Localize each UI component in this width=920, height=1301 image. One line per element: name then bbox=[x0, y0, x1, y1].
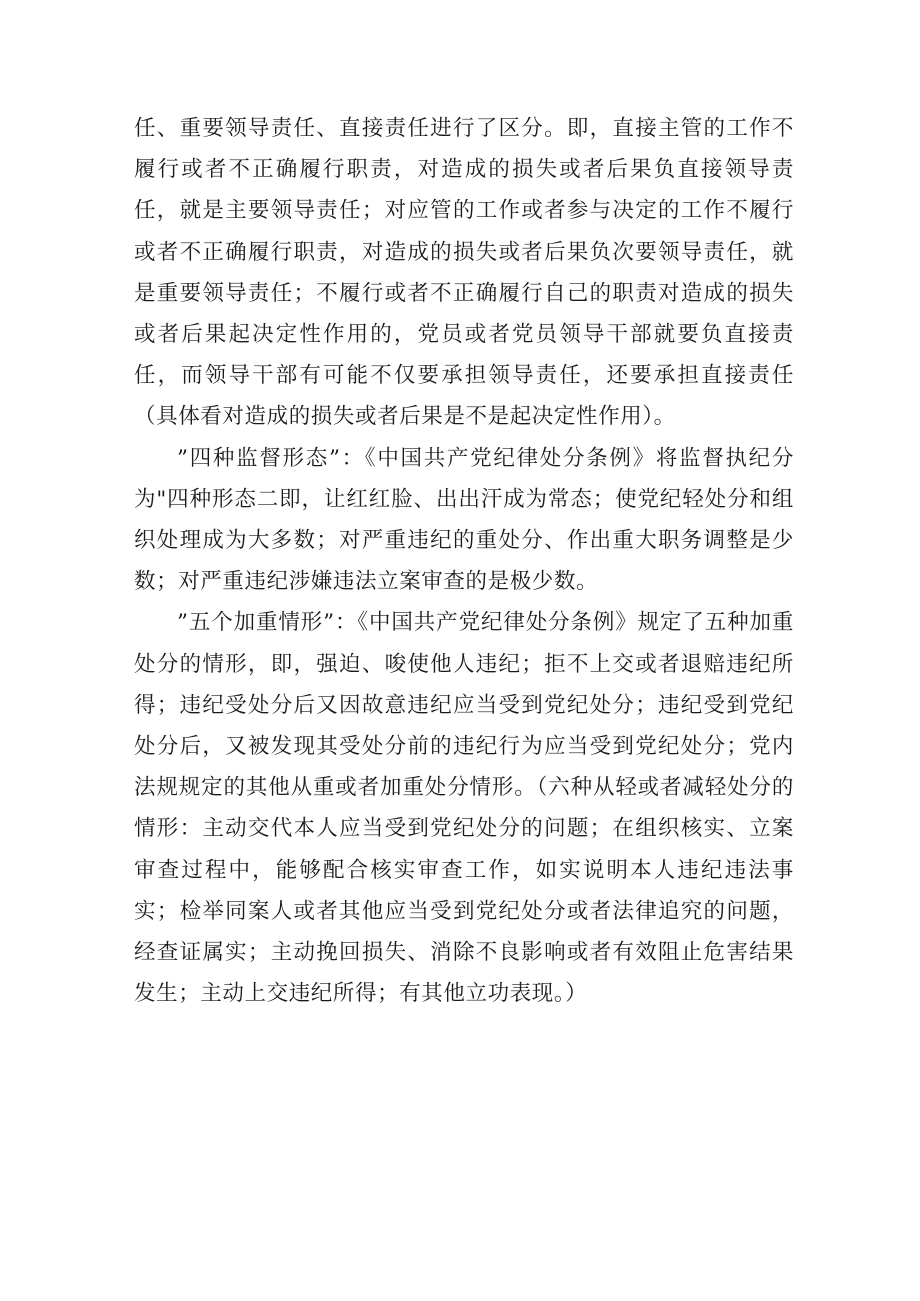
paragraph-responsibility-types: 任、重要领导责任、直接责任进行了区分。即，直接主管的工作不履行或者不正确履行职责，对造成的损失或者后果负直接领导责任，就是主要领导责任；对应管的工作或者参与决定的工作不履行或者不正确履行职责，对造成的损失或者后果负次要领导责任，就是重要领导责任；不履行或者不正确履行自己的职责对造成的损失或者后果起决定性作用的，党员或者党员领导干部就要负直接责任，而领导干部有可能不仅要承担领导责任，还要承担直接责任（具体看对造成的损失或者后果是不是起决定性作用）。 bbox=[134, 116, 794, 430]
document-body bbox=[134, 108, 794, 1014]
paragraph-four-forms: ”四种监督形态”：《中国共产党纪律处分条例》将监督执纪分为"四种形态二即，让红红脸、出出汗成为常态；使党纪轻处分和组织处理成为大多数；对严重违纪的重处分、作出重大职务调整是少数；对严重违纪涉嫌违法立案审查的是极少数。 bbox=[134, 445, 794, 595]
paragraph-five-aggravating: ”五个加重情形”：《中国共产党纪律处分条例》规定了五种加重处分的情形，即，强迫、唆使他人违纪；拒不上交或者退赔违纪所得；违纪受处分后又因故意违纪应当受到党纪处分；违纪受到党纪处分后，又被发现其受处分前的违纪行为应当受到党纪处分；党内法规规定的其他从重或者加重处分情形。（六种从轻或者减轻处分的情形：主动交代本人应当受到党纪处分的问题；在组织核实、立案审查过程中，能够配合核实审查工作，如实说明本人违纪违法事实；检举同案人或者其他应当受到党纪处分或者法律追究的问题，经查证属实；主动挽回损失、消除不良影响或者有效阻止危害结果发生；主动上交违纪所得；有其他立功表现。） bbox=[134, 610, 794, 1007]
